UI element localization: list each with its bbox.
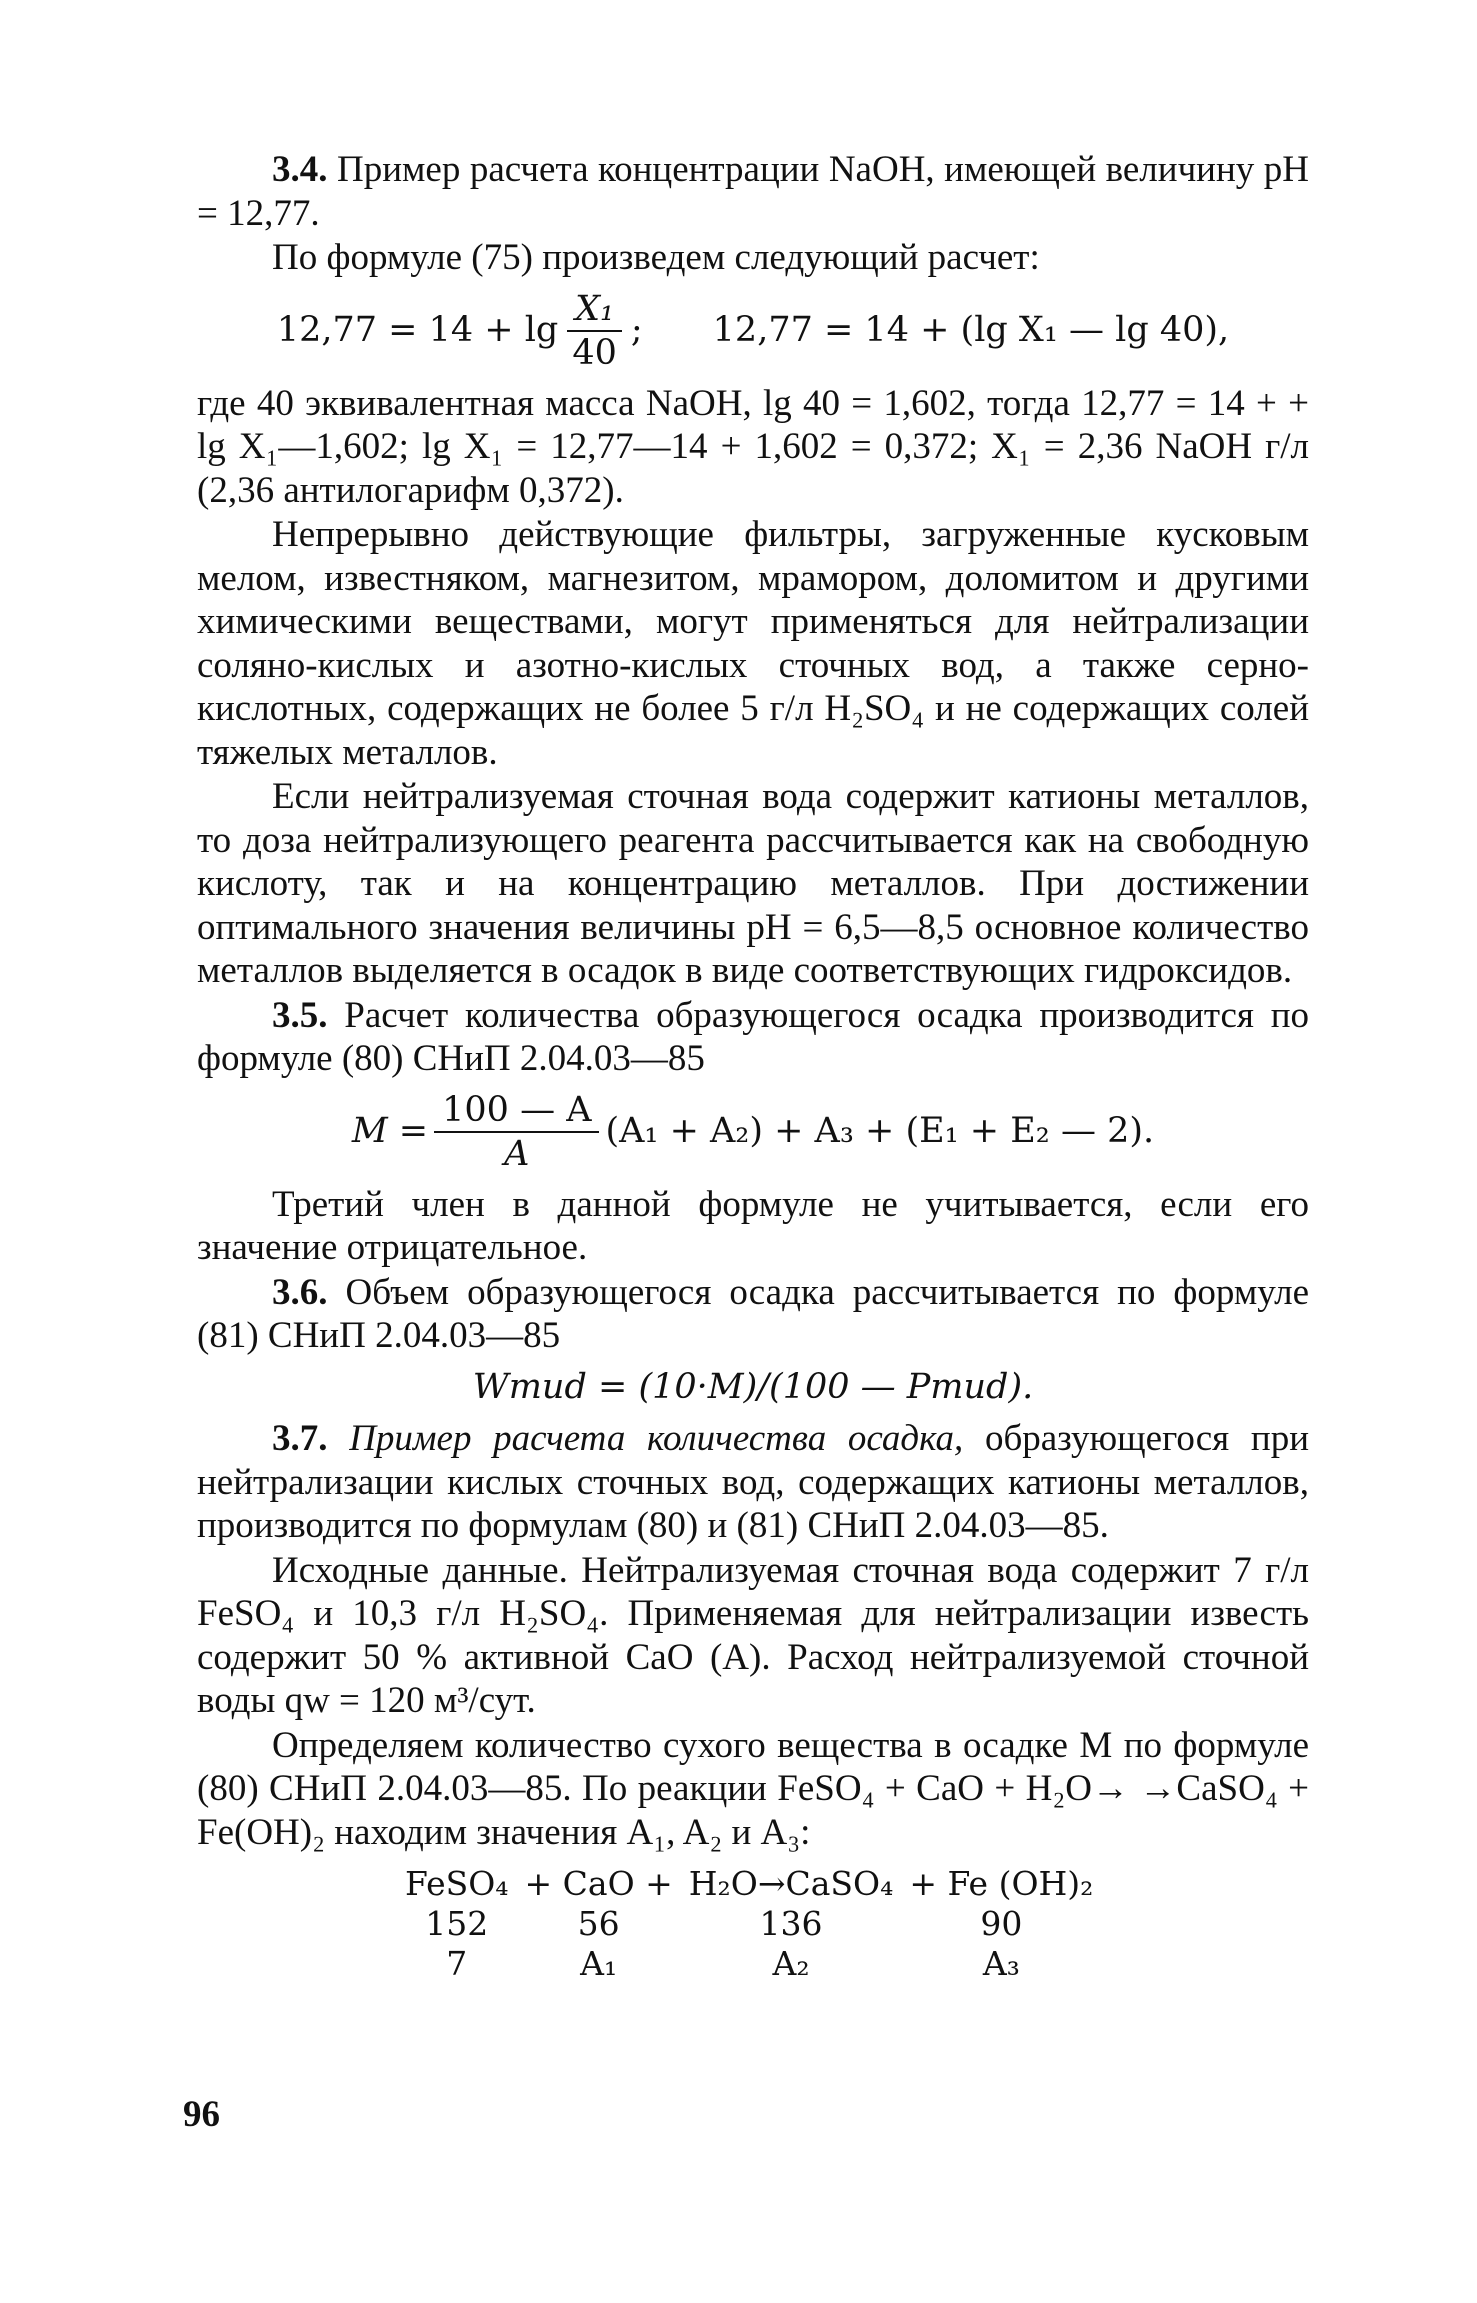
paragraph-filters: Непрерывно действующие фильтры, загруженные кусковым мелом, известняком, магнезитом, мрамором, доломитом и другими химическими веществами, могут применяться для нейтрализации соляно-кислых и азотно-кислых сточных вод, а также серно-кислотных, содержащих не более 5 г/л H₂SO₄ и не содержащих солей тяжелых металлов. [197,514,1309,773]
paragraph-dry-matter: Определяем количество сухого вещества в осадке М по формуле (80) СНиП 2.04.03—85. По реакции FeSO₄ + CaO + H₂O→ →CaSO₄ + Fe(OH)₂ находим значения A₁, A₂ и A₃: [197,1724,1309,1853]
molar-mass: 136 [759,1904,823,1943]
fraction [434,1089,599,1175]
paragraph-formula-75-intro: По формуле (75) произведем следующий расчет: [272,237,1040,278]
paragraph-text: Объем образующегося осадка рассчитывается по формуле (81) СНиП 2.04.03—85 [197,1271,1309,1356]
paragraph-3-5 [197,994,1309,1081]
reaction-table [397,1864,1309,1984]
formula-ph-calculation [197,288,1309,374]
fraction-numerator: 100 — A [434,1089,599,1133]
formula-rest: (A₁ + A₂) + A₃ + (E₁ + E₂ — 2). [605,1110,1155,1151]
molar-mass: 152 [425,1904,489,1943]
paragraph-text: образующегося при нейтрализации кислых сточных вод, содержащих катионы металлов, производится по формулам (80) и (81) СНиП 2.04.03—85. [197,1418,1309,1546]
paragraph-3-6 [197,1271,1309,1358]
amount-row [397,1944,1101,1984]
formula-80 [197,1089,1309,1175]
section-number: 3.5. [272,994,328,1036]
amount: 7 [446,1944,468,1983]
section-number: 3.7. [272,1418,328,1459]
reaction-term: + CaO + [524,1864,673,1903]
formula-lhs: M = [351,1110,429,1151]
formula-right: 12,77 = 14 + (lg X₁ — lg 40), [712,309,1230,350]
paragraph-3-7 [197,1417,1309,1548]
paragraph-metal-cations: Если нейтрализуемая сточная вода содержит катионы металлов, то доза нейтрализующего реагента рассчитывается как на свободную кислоту, так и на концентрацию металлов. При достижении оптимального значения величины pH = 6,5—8,5 основное количество металлов выделяется в осадок в виде соответствующих гидроксидов. [197,776,1309,991]
reaction-equation-row [397,1864,1101,1904]
fraction-denominator: A [504,1133,530,1174]
paragraph-text: Расчет количества образующегося осадка производится по формуле (80) СНиП 2.04.03—85 [197,994,1309,1079]
section-number: 3.6. [272,1271,328,1313]
fraction-denominator: 40 [572,332,617,373]
paragraph-text: Пример расчета концентрации NaOH, имеющей величину pH = 12,77. [197,149,1309,234]
section-number: 3.4. [272,149,328,190]
molar-mass: 56 [577,1904,620,1943]
paragraph-input-data: Исходные данные. Нейтрализуемая сточная вода содержит 7 г/л FeSO₄ и 10,3 г/л H₂SO₄. Применяемая для нейтрализации известь содержит 50 % активной CaO (А). Расход нейтрализуемой сточной воды qw = 120 м³/сут. [197,1549,1309,1721]
amount: A₁ [580,1944,618,1983]
paragraph-3-4 [197,148,1309,235]
formula-text: Wmud = (10·M)/(100 — Pmud). [472,1366,1034,1407]
fraction-numerator: X₁ [567,288,622,332]
reaction-term: H₂O→CaSO₄ [688,1864,894,1903]
formula-81 [197,1366,1309,1410]
page-number: 96 [183,2094,220,2135]
paragraph-calculation: где 40 эквивалентная масса NaOH, lg 40 = 1,602, тогда 12,77 = 14 + + lg X₁—1,602; lg X₁ = 12,77—14 + 1,602 = 0,372; X₁ = 2,36 NaOH г/л (2,36 антилогарифм 0,372). [197,382,1309,511]
molar-mass-row [397,1904,1101,1944]
formula-left: 12,77 = 14 + lg [276,309,559,350]
molar-mass: 90 [980,1904,1023,1943]
paragraph-third-term: Третий член в данной формуле не учитывается, если его значение отрицательное. [197,1183,1309,1268]
amount: A₂ [772,1944,810,1983]
formula-separator: ; [630,309,643,350]
italic-title: Пример расчета количества осадка, [327,1418,964,1459]
reaction-term: FeSO₄ [405,1864,509,1903]
fraction [564,288,625,374]
amount: A₃ [982,1944,1020,1983]
reaction-term: + Fe (OH)₂ [909,1864,1094,1903]
page-body [197,148,1309,1984]
